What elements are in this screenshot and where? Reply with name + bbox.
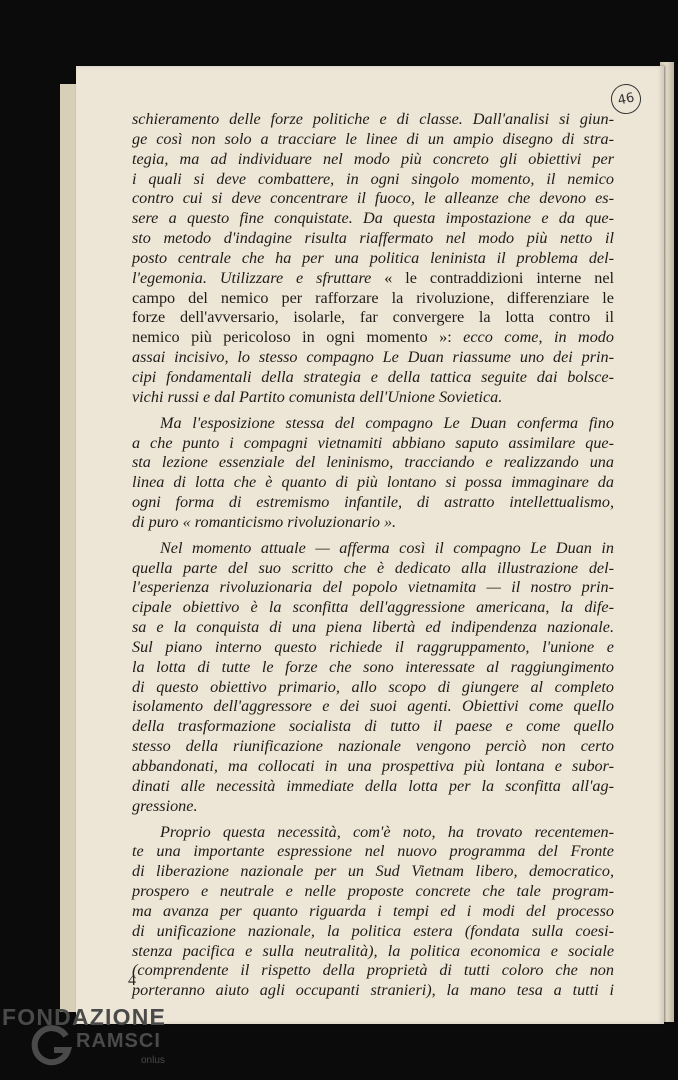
- text-line: gressione.: [132, 796, 198, 815]
- text-line: i quali si deve combattere, in ogni singolo momento, il nemico: [132, 169, 614, 188]
- text-line: cipale obiettivo è la sconfitta dell'aggressione americana, la dife-: [132, 598, 614, 617]
- text-line: Nel momento attuale — afferma così il compagno Le Duan in: [160, 538, 614, 557]
- text-line: Ma l'esposizione stessa del compagno Le Duan conferma fino: [160, 413, 614, 432]
- text-line: di questo obiettivo primario, allo scopo di giungere al completo: [132, 677, 614, 696]
- text-line: vichi russi e dal Partito comunista dell'Unione Sovietica.: [132, 387, 503, 406]
- handwritten-folio-number: 46: [608, 81, 644, 117]
- watermark-onlus-text: onlus: [141, 1055, 165, 1066]
- watermark-foundation-text: FONDAZIONE: [2, 1004, 167, 1030]
- text-line: quella parte del suo scritto che è dedicato alla illustrazione del-: [132, 558, 614, 577]
- text-line: ogni forma di estremismo infantile, di astratto intellettualismo,: [132, 493, 614, 512]
- text-line: a che punto i compagni vietnamiti abbiano saputo assimilare que-: [132, 433, 614, 452]
- text-line: tegia, ma ad individuare nel modo più concreto gli obiettivi per: [132, 149, 614, 168]
- text-line: sa e la conquista di una piena libertà ed indipendenza nazionale.: [132, 618, 614, 637]
- text-line: ma avanza per quanto riguarda i tempi ed i modi del processo: [132, 901, 614, 920]
- text-line: ge così non solo a tracciare le linee di un ampio disegno di stra-: [132, 129, 614, 148]
- text-line: abbandonati, ma collocati in una prospettiva più lontana e subor-: [132, 757, 614, 775]
- text-line: Proprio questa necessità, com'è noto, ha trovato recentemen-: [160, 822, 614, 841]
- text-line: [132, 269, 614, 289]
- page-number: 4: [128, 972, 136, 989]
- text-line: forze dell'avversario, isolarle, far convergere la lotta contro il: [132, 308, 614, 327]
- text-line: sto metodo d'indagine risulta riaffermato nel modo più netto il: [132, 229, 614, 248]
- text-line: assai incisivo, lo stesso compagno Le Duan riassume uno dei prin-: [132, 348, 614, 367]
- text-segment: nemico più pericoloso in ogni momento »:: [132, 328, 464, 347]
- watermark-gramsci-text: RAMSCI: [76, 1030, 161, 1052]
- text-line: sere a questo fine conquistate. Da questa impostazione e da que-: [132, 209, 614, 228]
- text-line: isolamento dell'aggressore e dei suoi agenti. Obiettivi come quello: [132, 697, 614, 716]
- body-text: [132, 110, 614, 1001]
- book-page: [76, 66, 664, 1024]
- text-line: dinati alle necessità immediate della lotta per la sconfitta all'ag-: [132, 776, 614, 795]
- text-line: stenza pacifica e sulla neutralità), la politica economica e sociale: [132, 941, 614, 960]
- text-line: te una importante espressione nel nuovo programma del Fronte: [132, 842, 614, 861]
- text-line: (comprendente il rispetto della proprietà di tutti coloro che non: [132, 961, 614, 980]
- text-segment: l'egemonia. Utilizzare e sfruttare: [132, 268, 385, 287]
- text-line: Sul piano interno questo richiede il raggruppamento, l'unione e: [132, 637, 614, 656]
- text-segment: ecco come, in modo: [463, 328, 614, 347]
- watermark-g-logo: [30, 1024, 74, 1068]
- text-line: l'esperienza rivoluzionaria del popolo vietnamita — il nostro prin-: [132, 578, 614, 597]
- text-line: prospero e neutrale e nelle proposte concrete che tale program-: [132, 882, 614, 901]
- text-line: cipi fondamentali della strategia e della tattica seguite dai bolsce-: [132, 367, 614, 386]
- text-line: stesso della riunificazione nazionale vengono perciò non certo: [132, 737, 614, 756]
- text-line: porteranno aiuto agli occupanti stranieri), la mano tesa a tutti i: [132, 981, 614, 1000]
- text-line: linea di lotta che è quanto di più lontano si possa immaginare da: [132, 473, 614, 492]
- text-line: contro cui si deve concentrare il fuoco, le alleanze che devono es-: [132, 189, 614, 208]
- text-line: di liberazione nazionale per un Sud Vietnam libero, democratico,: [132, 862, 614, 881]
- text-line: di puro « romanticismo rivoluzionario ».: [132, 512, 397, 531]
- text-line: posto centrale che ha per una politica leninista il problema del-: [132, 248, 614, 267]
- text-line: sta lezione essenziale del leninismo, tracciando e realizzando una: [132, 453, 614, 472]
- text-line: della trasformazione socialista di tutto il paese e come quello: [132, 717, 614, 736]
- text-line: schieramento delle forze politiche e di classe. Dall'analisi si giun-: [132, 110, 614, 128]
- text-line: [132, 328, 614, 348]
- text-line: campo del nemico per rafforzare la rivoluzione, differenziare le: [132, 288, 614, 307]
- text-segment: « le contraddizioni interne nel: [384, 268, 614, 287]
- text-line: la lotta di tutte le forze che sono interessate al raggiungimento: [132, 657, 614, 676]
- text-line: di unificazione nazionale, la politica estera (fondata sulla coesi-: [132, 921, 614, 940]
